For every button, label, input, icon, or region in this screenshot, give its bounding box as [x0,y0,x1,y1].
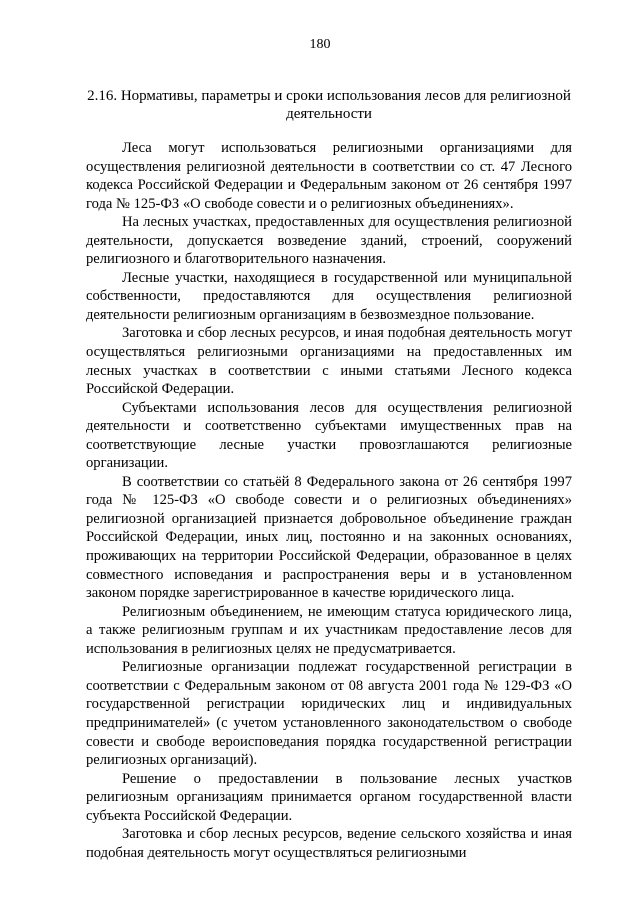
paragraph: Религиозные организации подлежат государственной регистрации в соответствии с Федеральным законом от 08 августа 2001 года № 129-ФЗ «О государственной регистрации юридических лиц и индивидуальных предпринимателей» (с учетом установленного законодательством о свободе совести и свободе вероисповедания порядка государственной регистрации религиозных организаций). [86,659,572,769]
paragraph: В соответствии со статьёй 8 Федерального закона от 26 сентября 1997 года № 125-ФЗ «О свободе совести и о религиозных объединениях» религиозной организацией признается добровольное объединение граждан Российской Федерации, иных лиц, постоянно и на законных основаниях, проживающих на территории Российской Федерации, образованное в целях совместного исповедания и распространения веры и в установленном законом порядке зарегистрированное в качестве юридического лица. [86,473,572,602]
paragraph: Религиозным объединением, не имеющим статуса юридического лица, а также религиозным группам и их участникам предоставление лесов для использования в религиозных целях не предусматривается. [86,603,572,657]
page-number: 180 [309,37,331,52]
paragraph: Заготовка и сбор лесных ресурсов, и иная подобная деятельность могут осуществляться религиозными организациями на предоставленных им лесных участках в соответствии с иными статьями Лесного кодекса Российской Федерации. [86,325,572,398]
body-text [86,139,572,862]
paragraph: Заготовка и сбор лесных ресурсов, ведение сельского хозяйства и иная подобная деятельность могут осуществляться религиозными [86,826,572,861]
section-heading: 2.16. Нормативы, параметры и сроки использования лесов для религиозной деятельности [87,88,571,122]
paragraph: Решение о предоставлении в пользование лесных участков религиозным организациям принимается органом государственной власти субъекта Российской Федерации. [86,770,572,824]
paragraph: Лесные участки, находящиеся в государственной или муниципальной собственности, предоставляются для осуществления религиозной деятельности религиозным организациям в безвозмездное пользование. [86,269,572,323]
paragraph: Леса могут использоваться религиозными организациями для осуществления религиозной деятельности в соответствии со ст. 47 Лесного кодекса Российской Федерации и Федеральным законом от 26 сентября 1997 года № 125-ФЗ «О свободе совести и о религиозных объединениях». [86,140,572,212]
paragraph: Субъектами использования лесов для осуществления религиозной деятельности и соответственно субъектами имущественных прав на соответствующие лесные участки провозглашаются религиозные организации. [86,399,572,472]
paragraph: На лесных участках, предоставленных для осуществления религиозной деятельности, допускается возведение зданий, строений, сооружений религиозного и благотворительного назначения. [86,214,572,268]
